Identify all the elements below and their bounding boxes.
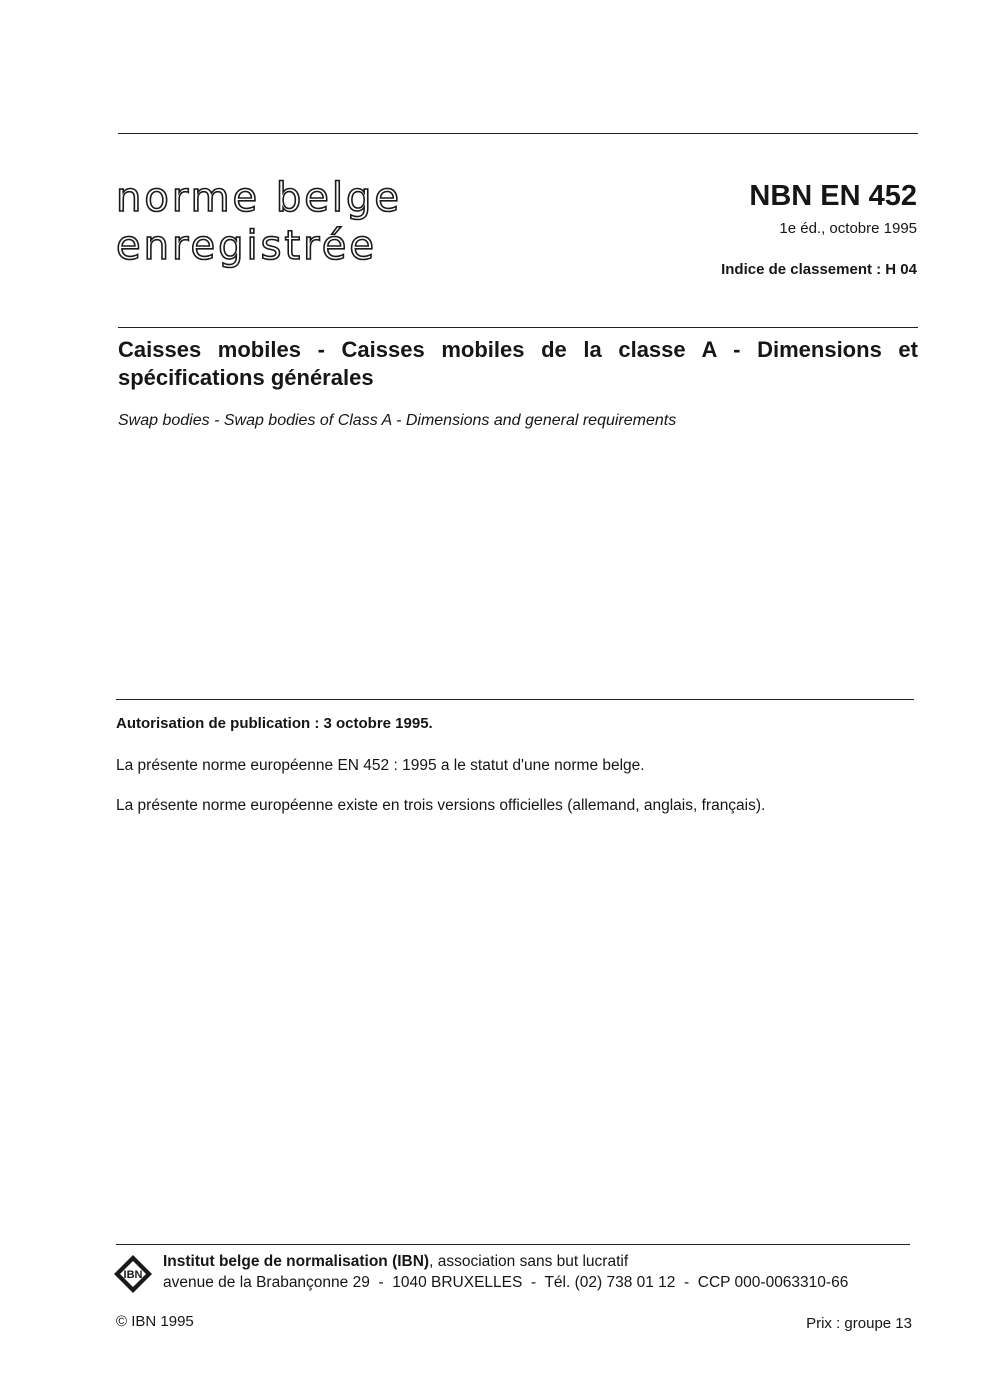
standard-number: NBN EN 452 <box>749 180 917 212</box>
ibn-logo-icon <box>112 1253 154 1295</box>
edition-date: 1e éd., octobre 1995 <box>779 220 917 237</box>
brand-title-line-2: enregistrée <box>116 223 377 269</box>
institute-address: avenue de la Brabançonne 29 - 1040 BRUXELLES - Tél. (02) 738 01 12 - CCP 000-0063310-66 <box>163 1274 849 1291</box>
title-english: Swap bodies - Swap bodies of Class A - Dimensions and general requirements <box>118 412 677 429</box>
title-french: Caisses mobiles - Caisses mobiles de la classe A - Dimensions et spécifications générales <box>118 337 918 390</box>
institute-suffix: , association sans but lucratif <box>429 1253 629 1270</box>
versions-paragraph: La présente norme européenne existe en trois versions officielles (allemand, anglais, français). <box>116 797 766 814</box>
classification-index: Indice de classement : H 04 <box>721 261 917 278</box>
institute-line <box>163 1253 628 1271</box>
top-rule <box>118 133 918 134</box>
publication-authorization: Autorisation de publication : 3 octobre 1995. <box>116 715 433 732</box>
brand-title-line-1: norme belge <box>116 175 402 221</box>
footer-rule <box>116 1244 910 1245</box>
status-paragraph: La présente norme européenne EN 452 : 1995 a le statut d'une norme belge. <box>116 757 645 774</box>
logo-letters: IBN <box>123 1269 143 1281</box>
copyright: © IBN 1995 <box>116 1313 194 1330</box>
institute-name: Institut belge de normalisation (IBN) <box>163 1253 430 1270</box>
publication-rule <box>116 699 914 700</box>
price-group: Prix : groupe 13 <box>806 1315 912 1332</box>
title-rule <box>118 327 918 328</box>
